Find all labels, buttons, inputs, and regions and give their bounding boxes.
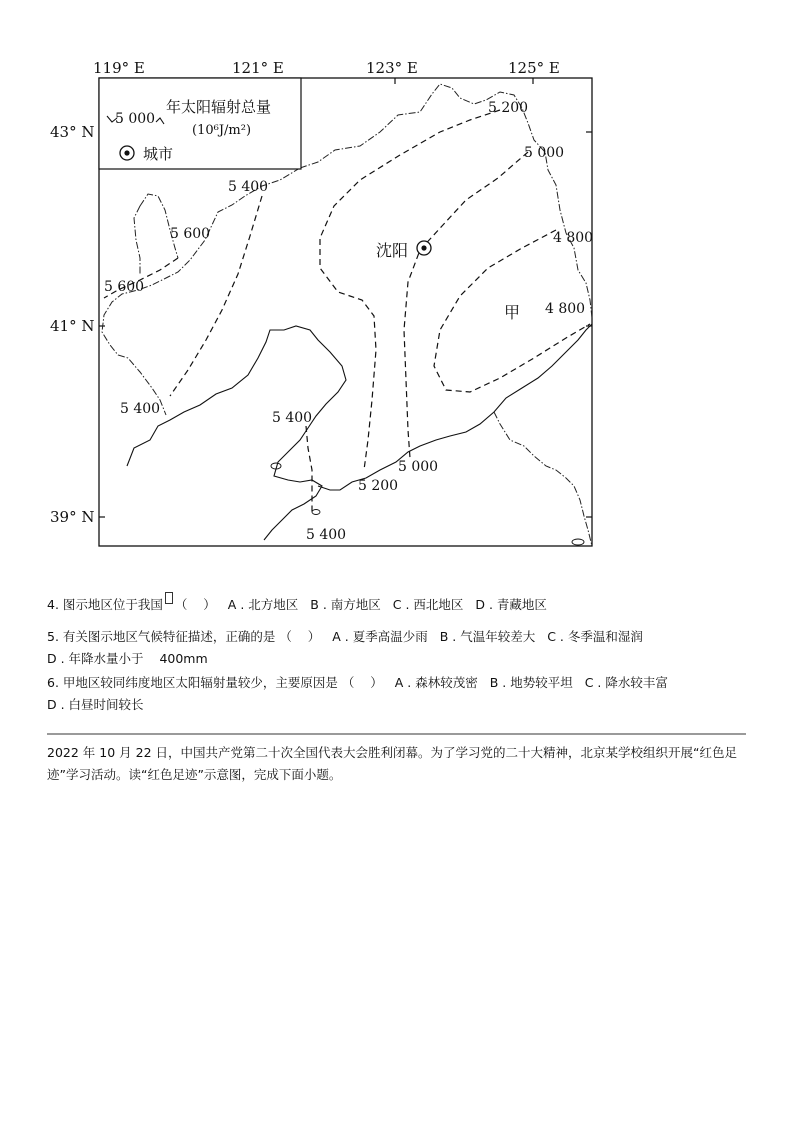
contour-label: 4 800 [553,230,594,246]
lon-label-119: 119° E [93,59,145,77]
legend-title: 年太阳辐射总量 [166,98,272,116]
contour-label: 5 200 [488,100,529,116]
national-border [494,412,592,546]
section-divider [47,733,746,735]
city-marker-dot [421,245,426,250]
lat-label-41: 41° N [50,317,95,335]
option-b[interactable]: B . 南方地区 [310,597,381,612]
lon-label-121: 121° E [232,59,284,77]
contour-label: 4 800 [545,301,586,317]
city-name-shenyang: 沈阳 [376,241,409,260]
option-b[interactable]: B . 气温年较差大 [439,629,536,644]
question-paren: （ ） [341,675,383,690]
contour-label: 5 600 [104,279,145,295]
option-a[interactable]: A . 夏季高温少雨 [332,629,428,644]
contour-label: 5 400 [272,410,313,426]
lat-label-43: 43° N [50,123,95,141]
option-c[interactable]: C . 西北地区 [392,597,464,612]
isoline-map [0,0,794,560]
question-stem: 5. 有关图示地区气候特征描述，正确的是 [47,629,276,644]
lon-label-125: 125° E [508,59,560,77]
island [312,510,320,515]
lat-label-39: 39° N [50,508,95,526]
island [572,539,584,545]
question-stem: 6. 甲地区较同纬度地区太阳辐射量较少，主要原因是 [47,675,338,690]
city-symbol-dot [124,150,129,155]
glyph-placeholder-icon [165,592,173,604]
contour-label: 5 400 [120,401,161,417]
contour-label: 5 200 [358,478,399,494]
question-6 [47,672,747,716]
option-c[interactable]: C . 降水较丰富 [584,675,668,690]
question-paren: （ ） [279,629,321,644]
contour-label: 5 000 [398,459,439,475]
question-4 [47,594,747,616]
option-d[interactable]: D . 白昼时间较长 [47,697,144,712]
option-c[interactable]: C . 冬季温和湿润 [547,629,643,644]
passage-intro: 2022 年 10 月 22 日，中国共产党第二十次全国代表大会胜利闭幕。为了学习党的二十大精神，北京某学校组织开展“红色足迹”学习活动。读“红色足迹”示意图，完成下面小题。 [47,745,737,782]
contour-label: 5 400 [228,179,269,195]
legend-unit: (10⁶J/m²) [192,123,252,138]
option-a[interactable]: A . 森林较茂密 [394,675,478,690]
option-d[interactable]: D . 年降水量小于 400mm [47,651,208,666]
question-paren: （ ） [174,597,216,612]
contour-label: 5 600 [170,226,211,242]
legend-city-label: 城市 [143,145,174,163]
question-5 [47,626,747,670]
option-b[interactable]: B . 地势较平坦 [489,675,573,690]
contour-label: 5 400 [306,527,347,543]
map-figure [0,0,794,560]
legend-isoline-value: 5 000 [115,111,156,127]
region-label-jia: 甲 [504,303,521,322]
option-a[interactable]: A . 北方地区 [227,597,299,612]
question-stem: 4. 图示地区位于我国 [47,597,163,612]
contour-label: 5 000 [524,145,565,161]
option-d[interactable]: D . 青藏地区 [475,597,547,612]
lon-label-123: 123° E [366,59,418,77]
